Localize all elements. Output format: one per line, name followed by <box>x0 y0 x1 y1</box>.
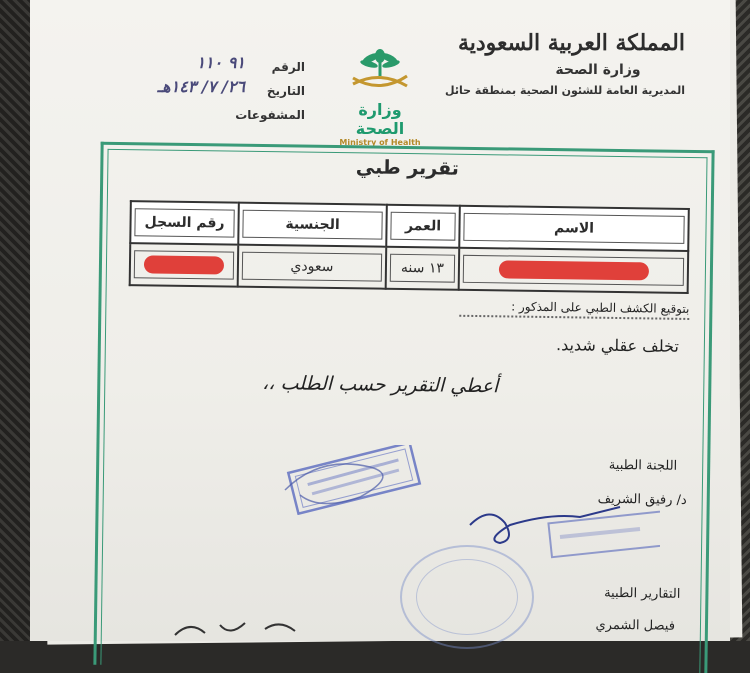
committee-stamp <box>280 445 430 515</box>
cell-nationality: سعودي <box>238 245 387 289</box>
number-value: ٩١ ١١٠ <box>196 53 245 72</box>
cell-age: ١٣ سنه <box>386 247 460 290</box>
table-row <box>130 243 689 293</box>
number-label: الرقم <box>271 60 305 74</box>
statement-text: أعطي التقرير حسب الطلب ،، <box>262 372 499 398</box>
header-record-no: رقم السجل <box>130 201 239 245</box>
ministry-name: وزارة الصحة <box>555 62 641 78</box>
bottom-handwriting <box>170 615 320 641</box>
exam-note: بتوقيع الكشف الطبي على المذكور : <box>459 299 689 320</box>
document-page <box>30 0 730 641</box>
circular-seal <box>400 545 534 649</box>
kingdom-name: المملكة العربية السعودية <box>457 30 685 56</box>
reference-block <box>90 55 305 127</box>
header-nationality: الجنسية <box>238 203 387 247</box>
attachments-row <box>90 103 305 127</box>
header-name: الاسم <box>459 206 689 251</box>
palm-swords-emblem-icon <box>345 48 415 94</box>
reports-label: التقارير الطبية <box>604 585 681 602</box>
directorate-name: المديرية العامة للشئون الصحية بمنطقة حائل <box>445 84 685 97</box>
ministry-logo <box>335 48 425 147</box>
patient-info-table <box>129 200 690 294</box>
committee-label: اللجنة الطبية <box>608 457 678 474</box>
diagnosis-text: تخلف عقلي شديد. <box>555 335 680 356</box>
report-title: تقرير طبي <box>355 156 460 180</box>
reports-person: فيصل الشمري <box>595 617 676 634</box>
date-label: التاريخ <box>266 84 305 98</box>
letterhead-right <box>445 30 685 97</box>
date-value: ٢٦/ ٧/ ١٤٣هـ <box>157 77 245 96</box>
logo-arabic-text: وزارة الصحة <box>355 100 405 138</box>
record-redaction <box>144 255 224 274</box>
logo-english-text: Ministry of Health <box>339 138 421 147</box>
doctor-name: د/ رفيق الشريف <box>597 491 687 508</box>
attachments-label: المشفوعات <box>235 108 305 122</box>
cell-record-no <box>130 243 239 287</box>
name-redaction <box>498 260 648 280</box>
header-age: العمر <box>386 205 460 248</box>
cell-name <box>459 248 689 293</box>
date-row <box>90 79 305 103</box>
